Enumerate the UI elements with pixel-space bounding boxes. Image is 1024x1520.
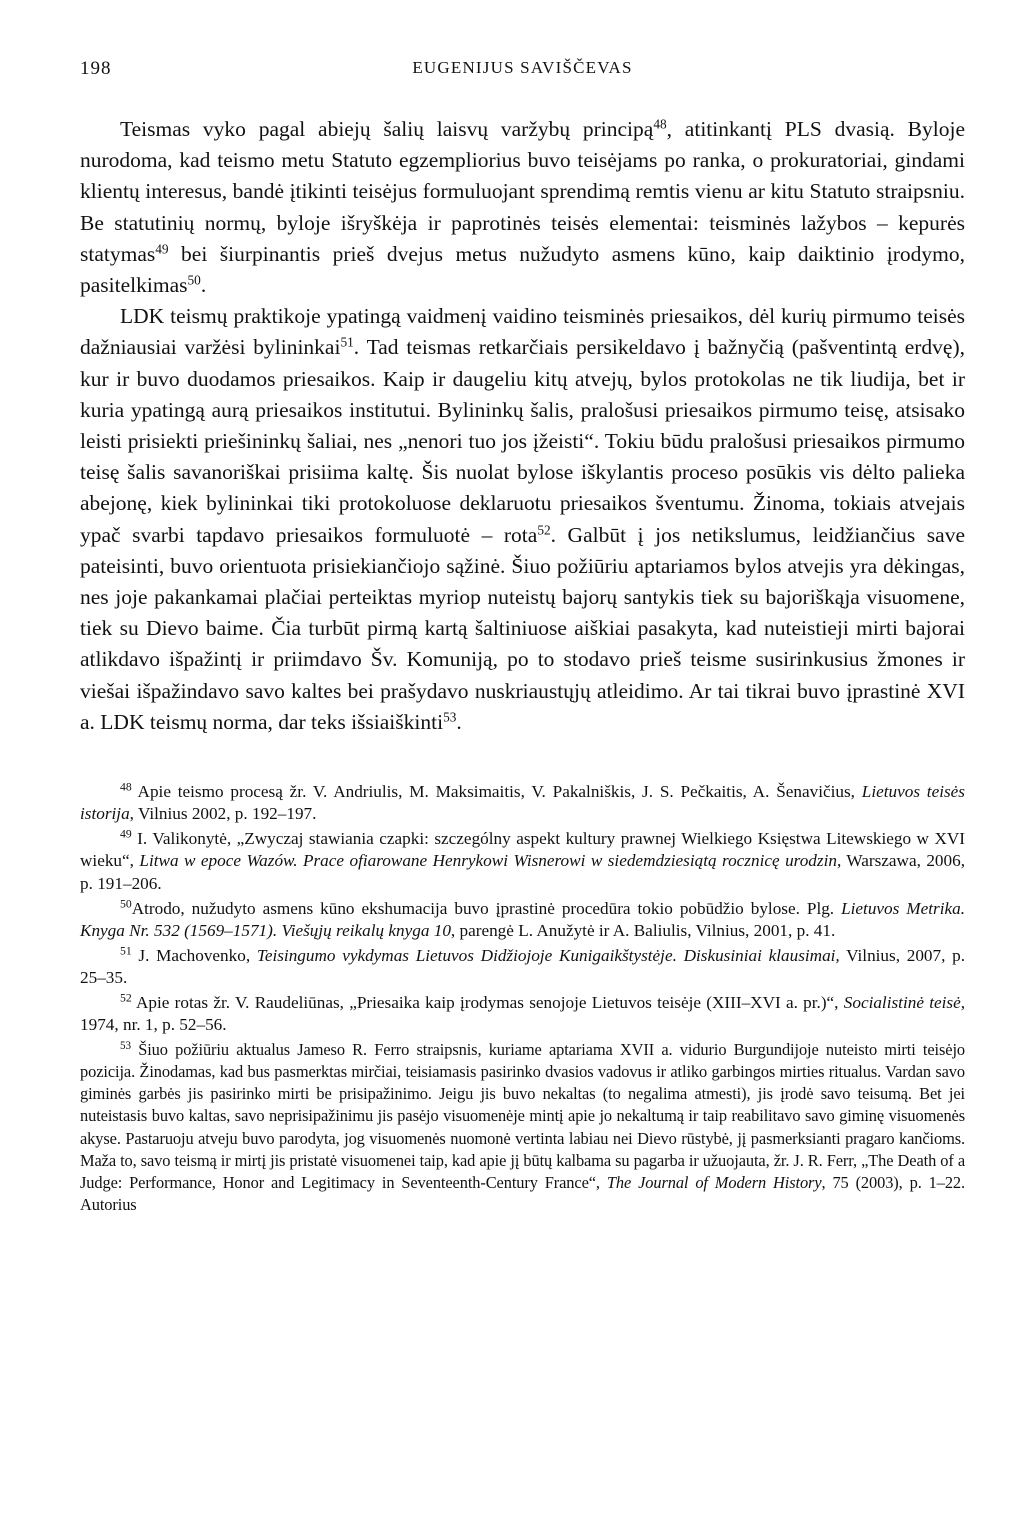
footnote-title: Litwa w epoce Wazów. Prace ofiarowane Henrykowi Wisnerowi w siedemdziesiątą rocznicę urodzin [139,851,837,871]
footnote-ref-53[interactable]: 53 [443,709,457,725]
footnote-text: , parengė L. Anužytė ir A. Baliulis, Vilnius, 2001, p. 41. [450,920,836,940]
running-head: EUGENIJUS SAVIŠČEVAS [412,58,633,77]
paragraph-1-text-b: , atitinkantį PLS dvasią. Byloje nurodoma, kad teismo metu Statuto egzempliorius buvo teisėjams po ranka, o prokuratoriai, gindami klientų interesus, bandė įtikinti teisėjus formuluojant sprendimą remtis vienu ar kitu Statuto straipsniu. Be statutinių normų, byloje išryškėja ir paprotinės teisės elementai: teisminės lažybos – kepurės statymas [80,117,965,266]
footnote-number: 53 [120,1039,131,1052]
footnote-52 [80,992,965,1037]
footnote-ref-48[interactable]: 48 [653,116,667,132]
footnote-title: Lietuvos teisės istorija [80,782,965,824]
footnote-51 [80,945,965,990]
paragraph-1-text-c: bei šiurpinantis prieš dvejus metus nužudyto asmens kūno, kaip daiktinio įrodymo, pasitelkimas [80,241,965,298]
footnote-48 [80,781,965,826]
footnote-text: , Vilnius 2002, p. 192–197. [129,804,317,824]
body-text [80,114,965,738]
paragraph-1-text-a: Teismas vyko pagal abiejų šalių laisvų varžybų principą [120,117,654,141]
footnote-number: 52 [120,991,132,1005]
page [80,58,965,1219]
footnote-number: 50 [120,897,132,911]
footnote-text: J. Machovenko, [131,945,257,965]
footnote-title: The Journal of Modern History [606,1173,822,1193]
footnote-text: Apie teismo procesą žr. V. Andriulis, M. Maksimaitis, V. Pakalniškis, J. S. Pečkaitis, A. Šenavičius, [131,782,862,802]
paragraph-2-text-b: . Tad teismas retkarčiais persikeldavo į bažnyčią (pašventintą erdvę), kur ir buvo duodamos priesaikos. Kaip ir daugeliu kitų atvejų, bylos protokolas ne tik liudija, bet ir kuria ypatingą aurą priesaikos institutui. Bylininkų šalis, pralošusi priesaikos pirmumo teisę, atsisako leisti prisiekti priešininkų šaliai, nes „nenori tuo jos įžeisti“. Tokiu būdu pralošusi priesaikos pirmumo teisę šalis savanoriškai prisiima kaltę. Šis nuolat bylose iškylantis proceso posūkis vis dėlto palieka abejonę, kiek bylininkai tiki protokoluose deklaruotu priesaikos šventumu. Žinoma, tokiais atvejais ypač svarbi tapdavo priesaikos formuluotė – rota [80,335,965,547]
footnote-number: 51 [120,944,132,958]
footnote-title: Socialistinė teisė [843,992,961,1012]
paragraph-2-text-c: . Galbūt į jos netikslumus, leidžiančius save pateisinti, buvo orientuota prisiekiančiojo sąžinė. Šiuo požiūriu aptariamos bylos atvejis yra dėkingas, nes joje pakankamai plačiai perteiktas myriop nuteistų bajorų santykis tiek su bajoriškąja visuomene, tiek su Dievo baime. Čia turbūt pirmą kartą šaltiniuose aiškiai pasakyta, kad nuteistieji mirti bajorai atlikdavo išpažintį ir priimdavo Šv. Komuniją, po to stodavo prieš teisme susirinkusius žmones ir viešai išpažindavo savo kaltes bei prašydavo nuskriaustųjų atleidimo. Ar tai tikrai buvo įprastinė XVI a. LDK teismų norma, dar teks išsiaiškinti [80,522,966,734]
footnote-ref-49[interactable]: 49 [155,241,169,257]
paragraph-1 [80,114,965,301]
footnote-ref-51[interactable]: 51 [340,335,354,351]
footnotes [80,781,965,1216]
footnote-text: , 1974, nr. 1, p. 52–56. [80,992,965,1035]
footnote-text: , Warszawa, 2006, p. 191–206. [80,851,966,893]
paragraph-2-text-a: LDK teismų praktikoje ypatingą vaidmenį vaidino teisminės priesaikos, dėl kurių pirmumo teisės dažniausiai varžėsi bylininkai [80,304,965,360]
footnote-53 [80,1039,965,1217]
paragraph-2-text-d: . [456,709,462,734]
footnote-text: Vilnius, 2007, p. 25–35. [80,945,965,987]
footnote-title: Teisingumo vykdymas Lietuvos Didžiojoje Kunigaikštystėje. Diskusiniai klausimai, [256,945,840,965]
page-header [80,58,965,84]
footnote-number: 48 [120,780,132,794]
footnote-text: Atrodo, nužudyto asmens kūno ekshumacija buvo įprastinė procedūra tokio pobūdžio bylose. Plg. [131,898,842,918]
footnote-49 [80,828,965,895]
page-number: 198 [80,58,112,79]
footnote-50 [80,898,965,943]
paragraph-1-text-d: . [200,273,207,298]
footnote-ref-50[interactable]: 50 [187,272,201,288]
footnote-text: , 75 (2003), p. 1–22. Autorius [80,1173,966,1215]
footnote-ref-52[interactable]: 52 [537,522,551,538]
footnote-text: Apie rotas žr. V. Raudeliūnas, „Priesaika kaip įrodymas senojoje Lietuvos teisėje (XIII–XVI a. pr.)“, [131,992,844,1012]
paragraph-2 [80,301,965,738]
footnote-text: Šiuo požiūriu aktualus Jameso R. Ferro straipsnis, kuriame aptariama XVII a. vidurio Burgundijoje nuteisto mirti teisėjo pozicija. Žinodamas, kad bus pasmerktas mirčiai, teisiamasis pasirinko dvasios vadovus ir atliko garbingos mirties ritualus. Vardan savo giminės garbės jis pasirinko mirti be prisipažinimo. Jeigu jis buvo nekaltas (to negalima atmesti), jis įrodė savo teisumą. Bet jei nuteistasis buvo kaltas, savo neprisipažinimu jis pasėjo visuomenėje mintį apie jo nekaltumą ir taip reabilitavo savo giminę visuomenės akyse. Pastaruoju atveju buvo parodyta, jog visuomenės nuomonė vertinta labiau nei Dievo rūstybė, jį pasmerksianti pragaro kančioms. Maža to, savo teismą ir mirtį jis pristatė visuomenei taip, kad apie jį būtų kalbama su pagarba ir užuojauta, žr. J. R. Ferr, „The Death of a Judge: Performance, Honor and Legitimacy in Seventeenth-Century France“, [80,1039,965,1193]
footnote-title: Lietuvos Metrika. Knyga Nr. 532 (1569–1571). Viešųjų reikalų knyga 10 [80,898,965,940]
footnote-text: I. Valikonytė, „Zwyczaj stawiania czapki: szczególny aspekt kultury prawnej Wielkiego Księstwa Litewskiego w XVI wieku“, [80,829,965,871]
footnote-number: 49 [120,827,132,841]
